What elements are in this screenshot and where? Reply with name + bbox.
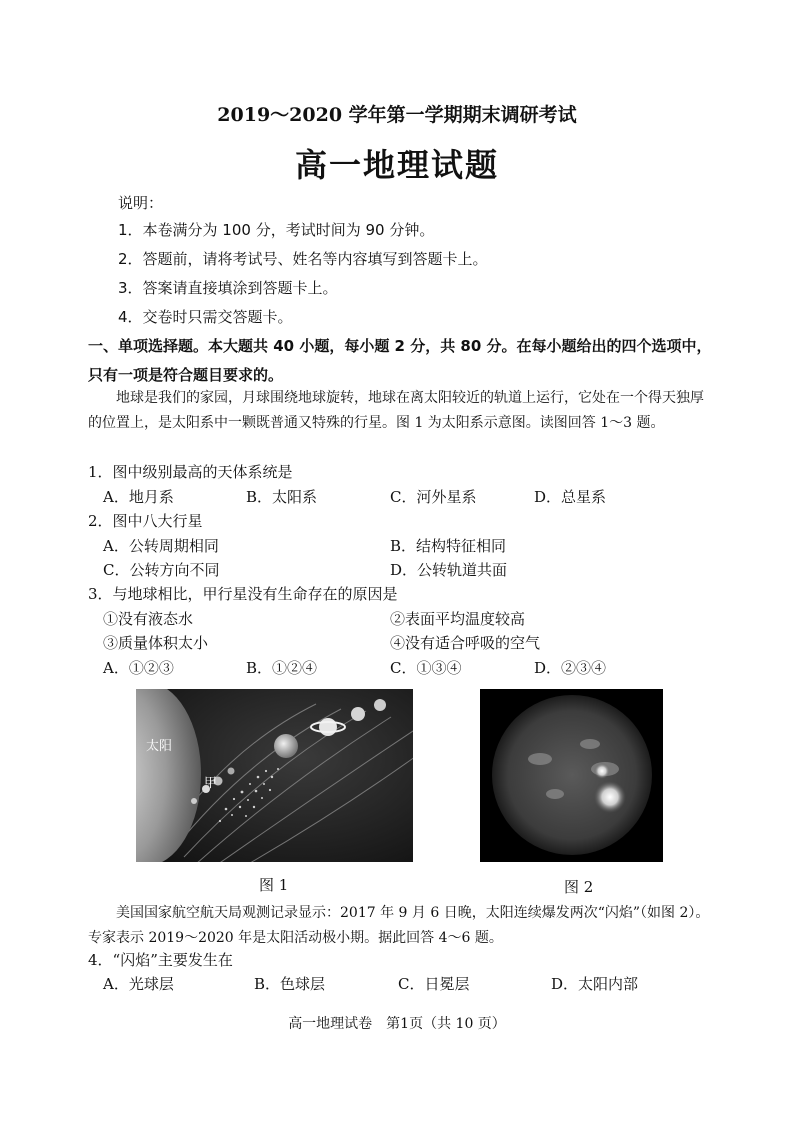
option-3c: C．①③④ xyxy=(390,659,462,677)
statement-1: ①没有液态水 xyxy=(103,610,194,628)
page-title: 高一地理试题 xyxy=(294,146,499,184)
statement-2: ②表面平均温度较高 xyxy=(390,610,526,628)
solar-system-figure xyxy=(136,689,413,862)
option-4d: D．太阳内部 xyxy=(551,975,639,993)
exam-subtitle: 2019～2020 学年第一学期期末调研考试 xyxy=(217,104,577,126)
option-2d: D．公转轨道共面 xyxy=(390,561,508,579)
page-footer: 高一地理试卷 第1页（共 10 页） xyxy=(288,1016,506,1032)
section-heading-continued: 只有一项是符合题目要求的。 xyxy=(88,366,284,384)
question-stem-4: 4．“闪焰”主要发生在 xyxy=(88,951,233,969)
neptune-planet xyxy=(374,699,386,711)
option-3b: B．①②④ xyxy=(246,659,318,677)
reading-passage-2: 美国国家航空航天局观测记录显示：2017 年 9 月 6 日晚，太阳连续爆发两次“闪焰”（如图 2）。专家表示 2019～2020 年是太阳活动极小期。据此回答 4～6 题。 xyxy=(88,905,710,946)
option-4c: C．日冕层 xyxy=(398,975,470,993)
sun-disk xyxy=(492,695,652,855)
option-1d: D．总星系 xyxy=(534,488,607,506)
instruction-item: 1．本卷满分为 100 分，考试时间为 90 分钟。 xyxy=(118,221,435,239)
option-1b: B．太阳系 xyxy=(246,488,318,506)
option-3d: D．②③④ xyxy=(534,659,607,677)
flare-bright-spot xyxy=(594,781,626,813)
instructions-heading: 说明： xyxy=(118,194,164,212)
mercury-planet xyxy=(191,798,197,804)
option-2c: C．公转方向不同 xyxy=(103,561,220,579)
planet-jia-label: 甲 xyxy=(204,776,218,791)
option-1c: C．河外星系 xyxy=(390,488,477,506)
mars-planet xyxy=(228,768,235,775)
option-3a: A．①②③ xyxy=(103,659,174,677)
instruction-item: 3．答案请直接填涂到答题卡上。 xyxy=(118,279,338,297)
option-1a: A．地月系 xyxy=(103,488,174,506)
figure-2-caption: 图 2 xyxy=(564,878,594,896)
option-4a: A．光球层 xyxy=(103,975,174,993)
option-4b: B．色球层 xyxy=(254,975,326,993)
instruction-item: 2．答题前，请将考试号、姓名等内容填写到答题卡上。 xyxy=(118,250,488,268)
instruction-item: 4．交卷时只需交答题卡。 xyxy=(118,308,293,326)
statement-4: ④没有适合呼吸的空气 xyxy=(390,634,541,652)
flare-bright-spot-secondary xyxy=(594,763,610,779)
sun-flare-illustration xyxy=(480,689,663,862)
jupiter-planet xyxy=(274,734,298,758)
option-2a: A．公转周期相同 xyxy=(103,537,219,555)
reading-passage-1: 地球是我们的家园，月球围绕地球旋转，地球在离太阳较近的轨道上运行，它处在一个得天独厚的位置上，是太阳系中一颗既普通又特殊的行星。图 1 为太阳系示意图。读图回答 1～3 题。 xyxy=(88,390,704,431)
figure-1-caption: 图 1 xyxy=(259,876,289,894)
uranus-planet xyxy=(351,707,365,721)
statement-3: ③质量体积太小 xyxy=(103,634,209,652)
question-stem-3: 3．与地球相比，甲行星没有生命存在的原因是 xyxy=(88,585,398,603)
option-2b: B．结构特征相同 xyxy=(390,537,507,555)
solar-flare-figure xyxy=(480,689,663,862)
sun-label: 太阳 xyxy=(146,739,173,754)
solar-system-illustration xyxy=(136,689,413,862)
question-stem-1: 1．图中级别最高的天体系统是 xyxy=(88,463,293,481)
question-stem-2: 2．图中八大行星 xyxy=(88,512,203,530)
section-heading: 一、单项选择题。本大题共 40 小题，每小题 2 分，共 80 分。在每小题给出的四个选项中， xyxy=(88,337,712,355)
